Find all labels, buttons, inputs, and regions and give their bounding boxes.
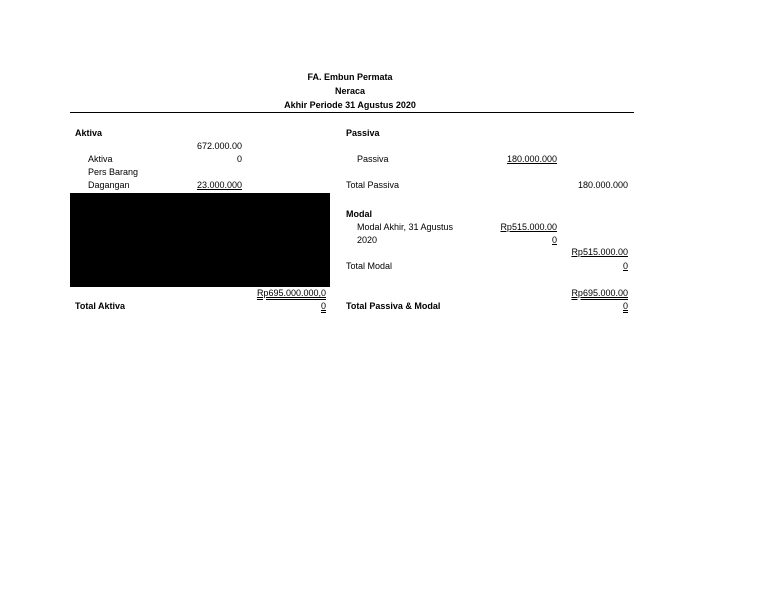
modal-akhir-label-line1: Modal Akhir, 31 Agustus bbox=[357, 222, 454, 232]
total-passiva-modal-amount-line2: 0 bbox=[622, 301, 628, 311]
passiva-heading: Passiva bbox=[346, 128, 380, 138]
total-modal-label: Total Modal bbox=[346, 261, 393, 271]
company-name: FA. Embun Permata bbox=[307, 72, 393, 82]
passiva-label: Passiva bbox=[357, 154, 389, 164]
aktiva-amount-line1: 672.000.00 bbox=[196, 141, 242, 151]
header-divider bbox=[70, 112, 634, 113]
passiva-amount: 180.000.000 bbox=[506, 154, 557, 164]
pers-barang-label-line1: Pers Barang bbox=[88, 167, 139, 177]
aktiva-heading: Aktiva bbox=[75, 128, 103, 138]
total-modal-amount-line2: 0 bbox=[622, 261, 628, 271]
aktiva-label: Aktiva bbox=[88, 154, 113, 164]
total-modal-amount-line1: Rp515.000.00 bbox=[571, 247, 628, 257]
total-aktiva-amount-line1: Rp695.000.000,0 bbox=[256, 288, 326, 298]
total-passiva-label: Total Passiva bbox=[346, 180, 400, 190]
report-period: Akhir Periode 31 Agustus 2020 bbox=[284, 100, 416, 110]
modal-akhir-amount-line1: Rp515.000.00 bbox=[500, 222, 557, 232]
total-aktiva-label: Total Aktiva bbox=[75, 301, 126, 311]
pers-barang-label-line2: Dagangan bbox=[88, 180, 130, 190]
pers-barang-amount: 23.000.000 bbox=[196, 180, 242, 190]
total-passiva-modal-amount-line1: Rp695.000.00 bbox=[571, 288, 628, 298]
aktiva-amount-line2: 0 bbox=[236, 154, 242, 164]
redacted-block bbox=[70, 193, 330, 287]
modal-akhir-label-line2: 2020 bbox=[357, 235, 378, 245]
total-passiva-amount: 180.000.000 bbox=[577, 180, 628, 190]
modal-akhir-amount-line2: 0 bbox=[551, 235, 557, 245]
report-title: Neraca bbox=[334, 86, 366, 96]
total-aktiva-amount-line2: 0 bbox=[320, 301, 326, 311]
total-passiva-modal-label: Total Passiva & Modal bbox=[346, 301, 441, 311]
modal-heading: Modal bbox=[346, 209, 372, 219]
